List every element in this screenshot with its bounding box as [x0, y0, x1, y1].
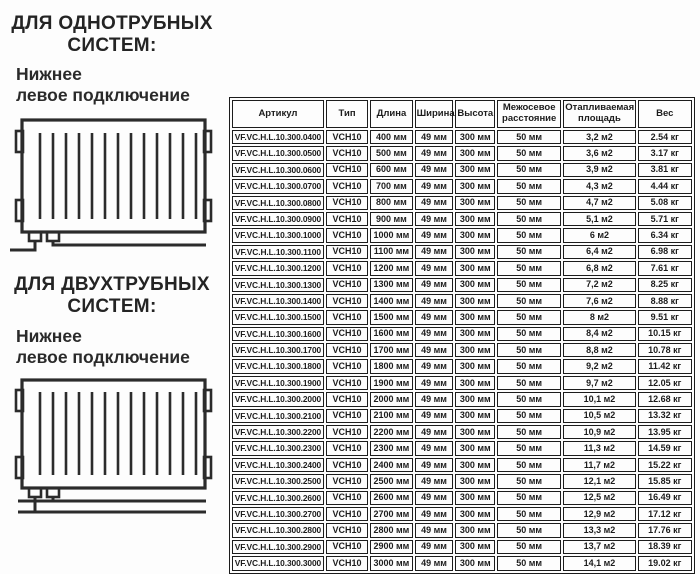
table-cell: 50 мм [497, 294, 561, 308]
table-cell: 15.22 кг [638, 458, 692, 472]
table-cell: 300 мм [455, 392, 495, 406]
table-cell: 300 мм [455, 228, 495, 242]
table-cell: 49 мм [415, 146, 454, 160]
table-cell: 10,9 м2 [563, 425, 635, 439]
table-cell: VF.VC.H.L.10.300.3000 [232, 556, 324, 570]
table-cell: 1300 мм [370, 278, 412, 292]
table-cell: VF.VC.H.L.10.300.1200 [232, 261, 324, 275]
table-cell: VCH10 [326, 294, 368, 308]
table-cell: 9,7 м2 [563, 376, 635, 390]
table-cell: VCH10 [326, 130, 368, 144]
table-cell: VCH10 [326, 310, 368, 324]
table-cell: 300 мм [455, 491, 495, 505]
table-cell: 300 мм [455, 196, 495, 210]
two-pipe-title-line2: СИСТЕМ: [67, 296, 157, 318]
table-cell: VF.VC.H.L.10.300.2200 [232, 425, 324, 439]
table-row [232, 196, 692, 210]
table-cell: 49 мм [415, 458, 454, 472]
table-cell: 1900 мм [370, 376, 412, 390]
table-cell: 50 мм [497, 376, 561, 390]
table-cell: 2800 мм [370, 523, 412, 537]
table-cell: 49 мм [415, 261, 454, 275]
table-cell: VF.VC.H.L.10.300.2500 [232, 474, 324, 488]
table-cell: 12,5 м2 [563, 491, 635, 505]
table-row [232, 458, 692, 472]
table-cell: 14.59 кг [638, 441, 692, 455]
table-cell: 300 мм [455, 327, 495, 341]
table-cell: 50 мм [497, 163, 561, 177]
table-cell: VF.VC.H.L.10.300.2800 [232, 523, 324, 537]
table-cell: VCH10 [326, 491, 368, 505]
table-cell: 50 мм [497, 278, 561, 292]
one-pipe-subtitle-line1: Нижнее [16, 64, 82, 84]
table-cell: 18.39 кг [638, 540, 692, 554]
table-cell: 12.68 кг [638, 392, 692, 406]
table-cell: 600 мм [370, 163, 412, 177]
table-cell: 49 мм [415, 278, 454, 292]
table-cell: VF.VC.H.L.10.300.1600 [232, 327, 324, 341]
two-pipe-section-subtitle [16, 326, 221, 369]
table-cell: 6,8 м2 [563, 261, 635, 275]
table-cell: 50 мм [497, 130, 561, 144]
table-cell: 9.51 кг [638, 310, 692, 324]
table-cell: 49 мм [415, 196, 454, 210]
table-cell: 49 мм [415, 540, 454, 554]
table-cell: 10,1 м2 [563, 392, 635, 406]
table-row [232, 556, 692, 570]
table-cell: 11.42 кг [638, 359, 692, 373]
table-cell: 49 мм [415, 212, 454, 226]
table-cell: 300 мм [455, 130, 495, 144]
table-cell: 4,3 м2 [563, 179, 635, 193]
table-row [232, 441, 692, 455]
table-row [232, 245, 692, 259]
table-cell: 50 мм [497, 556, 561, 570]
table-cell: VCH10 [326, 458, 368, 472]
table-cell: 300 мм [455, 507, 495, 521]
table-cell: 5.08 кг [638, 196, 692, 210]
table-cell: 300 мм [455, 261, 495, 275]
table-cell: 1400 мм [370, 294, 412, 308]
left-panel [0, 0, 228, 535]
table-cell: VF.VC.H.L.10.300.0400 [232, 130, 324, 144]
table-header-cell: Межосевое расстояние [497, 100, 561, 128]
table-cell: 3,6 м2 [563, 146, 635, 160]
table-cell: VCH10 [326, 245, 368, 259]
table-cell: 8,8 м2 [563, 343, 635, 357]
table-cell: VF.VC.H.L.10.300.1000 [232, 228, 324, 242]
table-cell: VCH10 [326, 196, 368, 210]
table-cell: 300 мм [455, 212, 495, 226]
table-cell: VF.VC.H.L.10.300.1500 [232, 310, 324, 324]
table-cell: 50 мм [497, 245, 561, 259]
table-row [232, 261, 692, 275]
table-cell: 50 мм [497, 212, 561, 226]
two-pipe-section-title [6, 274, 218, 319]
radiator-two-pipe-drawing [10, 374, 215, 518]
table-cell: 300 мм [455, 458, 495, 472]
table-cell: 1500 мм [370, 310, 412, 324]
table-cell: VCH10 [326, 540, 368, 554]
table-cell: 300 мм [455, 474, 495, 488]
table-cell: 2700 мм [370, 507, 412, 521]
table-cell: 10.78 кг [638, 343, 692, 357]
table-cell: 17.76 кг [638, 523, 692, 537]
table-cell: 2900 мм [370, 540, 412, 554]
table-cell: 49 мм [415, 343, 454, 357]
table-cell: 12,9 м2 [563, 507, 635, 521]
table-cell: 12.05 кг [638, 376, 692, 390]
table-cell: 49 мм [415, 523, 454, 537]
table-cell: 1200 мм [370, 261, 412, 275]
table-cell: VF.VC.H.L.10.300.1800 [232, 359, 324, 373]
table-cell: 50 мм [497, 310, 561, 324]
table-cell: 300 мм [455, 294, 495, 308]
table-cell: 3.17 кг [638, 146, 692, 160]
table-cell: VF.VC.H.L.10.300.1300 [232, 278, 324, 292]
table-row [232, 540, 692, 554]
table-cell: 11,7 м2 [563, 458, 635, 472]
table-cell: 12,1 м2 [563, 474, 635, 488]
table-row [232, 228, 692, 242]
table-row [232, 523, 692, 537]
table-cell: 13,3 м2 [563, 523, 635, 537]
table-row [232, 179, 692, 193]
table-cell: 49 мм [415, 491, 454, 505]
table-cell: VCH10 [326, 359, 368, 373]
table-cell: 49 мм [415, 294, 454, 308]
one-pipe-subtitle-line2: левое подключение [16, 85, 190, 106]
table-cell: 50 мм [497, 458, 561, 472]
table-cell: 49 мм [415, 556, 454, 570]
table-cell: 8.25 кг [638, 278, 692, 292]
table-cell: 300 мм [455, 278, 495, 292]
table-cell: 3.81 кг [638, 163, 692, 177]
table-cell: 300 мм [455, 425, 495, 439]
table-row [232, 392, 692, 406]
table-cell: VF.VC.H.L.10.300.0900 [232, 212, 324, 226]
table-cell: 2600 мм [370, 491, 412, 505]
table-cell: VF.VC.H.L.10.300.1400 [232, 294, 324, 308]
radiator-two-pipe-diagram [10, 374, 215, 518]
table-cell: 13,7 м2 [563, 540, 635, 554]
table-cell: 4,7 м2 [563, 196, 635, 210]
table-cell: VCH10 [326, 146, 368, 160]
one-pipe-section-subtitle [16, 64, 221, 107]
table-cell: 300 мм [455, 179, 495, 193]
table-row [232, 146, 692, 160]
table-cell: VCH10 [326, 343, 368, 357]
table-cell: 50 мм [497, 343, 561, 357]
table-cell: VCH10 [326, 278, 368, 292]
table-cell: VF.VC.H.L.10.300.1900 [232, 376, 324, 390]
table-header-cell: Вес [638, 100, 692, 128]
table-cell: 300 мм [455, 556, 495, 570]
table-cell: 50 мм [497, 409, 561, 423]
table-cell: VCH10 [326, 507, 368, 521]
table-cell: VF.VC.H.L.10.300.2400 [232, 458, 324, 472]
table-cell: VCH10 [326, 261, 368, 275]
table-row [232, 474, 692, 488]
table-cell: VCH10 [326, 523, 368, 537]
table-cell: 49 мм [415, 310, 454, 324]
table-row [232, 491, 692, 505]
table-cell: 7,6 м2 [563, 294, 635, 308]
table-cell: 800 мм [370, 196, 412, 210]
table-cell: 8.88 кг [638, 294, 692, 308]
table-cell: 50 мм [497, 359, 561, 373]
table-cell: 49 мм [415, 409, 454, 423]
radiator-one-pipe-diagram [10, 114, 215, 256]
table-cell: 2300 мм [370, 441, 412, 455]
table-cell: VCH10 [326, 327, 368, 341]
table-cell: VF.VC.H.L.10.300.2600 [232, 491, 324, 505]
table-cell: 300 мм [455, 441, 495, 455]
table-cell: 300 мм [455, 409, 495, 423]
table-cell: 300 мм [455, 310, 495, 324]
table-cell: 50 мм [497, 228, 561, 242]
table-cell: 3,2 м2 [563, 130, 635, 144]
table-cell: VF.VC.H.L.10.300.0600 [232, 163, 324, 177]
table-cell: 3000 мм [370, 556, 412, 570]
table-cell: 400 мм [370, 130, 412, 144]
table-cell: VCH10 [326, 474, 368, 488]
table-cell: 8,4 м2 [563, 327, 635, 341]
table-cell: 19.02 кг [638, 556, 692, 570]
table-cell: 50 мм [497, 261, 561, 275]
table-cell: 17.12 кг [638, 507, 692, 521]
table-cell: 700 мм [370, 179, 412, 193]
table-header-cell: Тип [326, 100, 368, 128]
table-cell: 49 мм [415, 359, 454, 373]
table-cell: 15.85 кг [638, 474, 692, 488]
table-cell: 300 мм [455, 523, 495, 537]
table-row [232, 507, 692, 521]
table-cell: 300 мм [455, 343, 495, 357]
table-cell: 300 мм [455, 163, 495, 177]
table-cell: 49 мм [415, 228, 454, 242]
table-row [232, 327, 692, 341]
table-cell: 500 мм [370, 146, 412, 160]
table-cell: 7.61 кг [638, 261, 692, 275]
table-cell: VF.VC.H.L.10.300.1700 [232, 343, 324, 357]
table-cell: 2200 мм [370, 425, 412, 439]
table-cell: VCH10 [326, 409, 368, 423]
table-row [232, 425, 692, 439]
table-cell: 50 мм [497, 441, 561, 455]
table-cell: 4.44 кг [638, 179, 692, 193]
table-cell: 49 мм [415, 327, 454, 341]
table-cell: 16.49 кг [638, 491, 692, 505]
table-cell: 50 мм [497, 523, 561, 537]
table-cell: VCH10 [326, 376, 368, 390]
table-cell: 49 мм [415, 507, 454, 521]
table-cell: 300 мм [455, 245, 495, 259]
table-cell: 900 мм [370, 212, 412, 226]
table-cell: 49 мм [415, 130, 454, 144]
table-cell: 10.15 кг [638, 327, 692, 341]
table-cell: VCH10 [326, 441, 368, 455]
table-row [232, 343, 692, 357]
table-header-row [232, 100, 692, 128]
table-cell: 1800 мм [370, 359, 412, 373]
table-cell: VCH10 [326, 392, 368, 406]
table-cell: 5,1 м2 [563, 212, 635, 226]
table-cell: VF.VC.H.L.10.300.0800 [232, 196, 324, 210]
table-cell: 300 мм [455, 146, 495, 160]
table-row [232, 294, 692, 308]
table-row [232, 278, 692, 292]
table-cell: 1700 мм [370, 343, 412, 357]
radiator-one-pipe-drawing [10, 114, 215, 256]
table-cell: 49 мм [415, 163, 454, 177]
table-cell: 8 м2 [563, 310, 635, 324]
table-cell: 49 мм [415, 245, 454, 259]
table-cell: 5.71 кг [638, 212, 692, 226]
table-row [232, 310, 692, 324]
table-cell: VF.VC.H.L.10.300.2900 [232, 540, 324, 554]
table-cell: 50 мм [497, 179, 561, 193]
table-cell: 50 мм [497, 491, 561, 505]
table-body [232, 130, 692, 571]
table-cell: 10,5 м2 [563, 409, 635, 423]
table-cell: 6,4 м2 [563, 245, 635, 259]
table-cell: VF.VC.H.L.10.300.1100 [232, 245, 324, 259]
table-cell: 300 мм [455, 540, 495, 554]
table-cell: VF.VC.H.L.10.300.2000 [232, 392, 324, 406]
table-cell: 49 мм [415, 392, 454, 406]
table-cell: 1100 мм [370, 245, 412, 259]
table-cell: 9,2 м2 [563, 359, 635, 373]
table-header-cell: Артикул [232, 100, 324, 128]
table-cell: 50 мм [497, 327, 561, 341]
table-header-cell: Отапливаемая площадь [563, 100, 635, 128]
table-cell: VCH10 [326, 228, 368, 242]
one-pipe-title-line2: СИСТЕМ: [67, 35, 157, 57]
table-cell: 6.98 кг [638, 245, 692, 259]
table-cell: 49 мм [415, 179, 454, 193]
one-pipe-title-line1: ДЛЯ ОДНОТРУБНЫХ [11, 13, 213, 34]
table-cell: VCH10 [326, 163, 368, 177]
table-cell: 2400 мм [370, 458, 412, 472]
table-header-cell: Ширина [415, 100, 454, 128]
table-cell: 2.54 кг [638, 130, 692, 144]
table-cell: 50 мм [497, 196, 561, 210]
table-cell: 300 мм [455, 359, 495, 373]
table-cell: VF.VC.H.L.10.300.2300 [232, 441, 324, 455]
table-cell: VCH10 [326, 179, 368, 193]
table-cell: 14,1 м2 [563, 556, 635, 570]
table-row [232, 359, 692, 373]
table-row [232, 212, 692, 226]
table-row [232, 163, 692, 177]
table-cell: 6.34 кг [638, 228, 692, 242]
table-cell: 1600 мм [370, 327, 412, 341]
table-header-cell: Длина [370, 100, 412, 128]
table-cell: 50 мм [497, 146, 561, 160]
table-cell: 50 мм [497, 474, 561, 488]
table-cell: 2500 мм [370, 474, 412, 488]
table-cell: 50 мм [497, 507, 561, 521]
table-cell: 49 мм [415, 376, 454, 390]
table-row [232, 376, 692, 390]
table-cell: 2000 мм [370, 392, 412, 406]
table-cell: VF.VC.H.L.10.300.2700 [232, 507, 324, 521]
table-cell: 300 мм [455, 376, 495, 390]
table-cell: 50 мм [497, 425, 561, 439]
two-pipe-subtitle-line2: левое подключение [16, 347, 190, 368]
table-cell: VCH10 [326, 556, 368, 570]
table-cell: 13.32 кг [638, 409, 692, 423]
table-cell: 7,2 м2 [563, 278, 635, 292]
table-cell: VF.VC.H.L.10.300.2100 [232, 409, 324, 423]
two-pipe-subtitle-line1: Нижнее [16, 326, 82, 346]
table-cell: VCH10 [326, 425, 368, 439]
table-cell: 49 мм [415, 425, 454, 439]
table-cell: 50 мм [497, 540, 561, 554]
table-row [232, 130, 692, 144]
table-cell: 2100 мм [370, 409, 412, 423]
table-cell: VF.VC.H.L.10.300.0500 [232, 146, 324, 160]
table-cell: 49 мм [415, 474, 454, 488]
table-cell: 50 мм [497, 392, 561, 406]
table-cell: 1000 мм [370, 228, 412, 242]
spec-table-container [229, 97, 695, 574]
table-cell: 6 м2 [563, 228, 635, 242]
radiator-spec-table [229, 97, 695, 574]
table-header-cell: Высота [455, 100, 495, 128]
table-row [232, 409, 692, 423]
table-cell: VCH10 [326, 212, 368, 226]
table-cell: VF.VC.H.L.10.300.0700 [232, 179, 324, 193]
table-cell: 3,9 м2 [563, 163, 635, 177]
table-cell: 11,3 м2 [563, 441, 635, 455]
two-pipe-title-line1: ДЛЯ ДВУХТРУБНЫХ [14, 274, 210, 295]
table-cell: 49 мм [415, 441, 454, 455]
one-pipe-section-title [6, 13, 218, 58]
table-cell: 13.95 кг [638, 425, 692, 439]
